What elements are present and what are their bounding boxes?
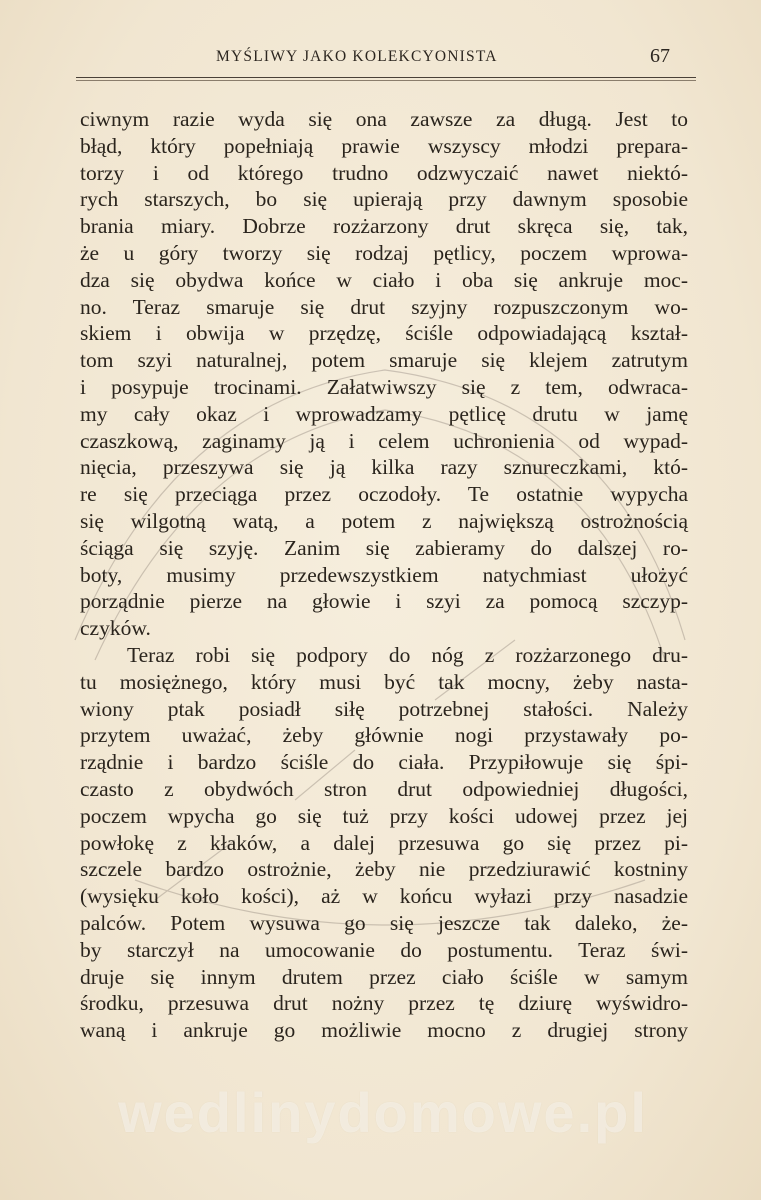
paragraph-start-line: Teraz robi się podpory do nóg z rozżarzonego dru-: [127, 642, 688, 667]
text-line: tu mosiężnego, który musi być tak mocny, żeby nasta-: [80, 669, 688, 694]
text-line: że u góry tworzy się rodzaj pętlicy, poczem wprowa-: [80, 240, 688, 265]
text-line: i posypuje trocinami. Załatwiwszy się z tem, odwraca-: [80, 374, 688, 399]
text-line: się wilgotną watą, a potem z największą ostrożnością: [80, 508, 688, 533]
text-line: my cały okaz i wprowadzamy pętlicę drutu w jamę: [80, 401, 688, 426]
header-rule-thin: [76, 80, 696, 81]
text-line: rych starszych, bo się upierają przy dawnym sposobie: [80, 187, 688, 212]
text-line: powłokę z kłaków, a dalej przesuwa go się przez pi-: [80, 830, 688, 855]
body-text: [80, 106, 688, 1044]
text-line: rządnie i bardzo ściśle do ciała. Przypiłowuje się śpi-: [80, 750, 688, 775]
text-line: boty, musimy przedewszystkiem natychmiast ułożyć: [80, 562, 688, 587]
text-line: porządnie pierze na głowie i szyi za pomocą szczyp-: [80, 589, 688, 614]
text-line: ściąga się szyję. Zanim się zabieramy do dalszej ro-: [80, 535, 688, 560]
text-line: druje się innym drutem przez ciało ściśle w samym: [80, 964, 688, 989]
header-rule: [76, 77, 696, 78]
text-line: szczele bardzo ostrożnie, żeby nie przedziurawić kostniny: [80, 857, 688, 882]
paragraph-end-line: czyków.: [80, 616, 151, 641]
text-line: ciwnym razie wyda się ona zawsze za długą. Jest to: [80, 107, 688, 131]
text-line: tom szyi naturalnej, potem smaruje się klejem zatrutym: [80, 348, 688, 373]
text-line: przytem uważać, żeby głównie nogi przystawały po-: [80, 723, 688, 748]
text-line: nięcia, przeszywa się ją kilka razy sznureczkami, któ-: [80, 455, 688, 480]
text-line: re się przeciąga przez oczodoły. Te ostatnie wypycha: [80, 482, 688, 507]
running-title: MYŚLIWY JAKO KOLEKCYONISTA: [216, 48, 498, 65]
page-number: 67: [650, 45, 670, 67]
text-line: wiony ptak posiadł siłę potrzebnej stałości. Należy: [80, 696, 688, 721]
running-head: [76, 45, 696, 72]
text-line: brania miary. Dobrze rozżarzony drut skręca się, tak,: [80, 214, 688, 239]
watermark: wedlinydomowe.pl: [118, 1081, 648, 1144]
text-line: palców. Potem wysuwa go się jeszcze tak daleko, że-: [80, 910, 688, 935]
text-line: torzy i od którego trudno odzwyczaić nawet niektó-: [80, 160, 688, 185]
text-line: dza się obydwa końce w ciało i oba się ankruje moc-: [80, 267, 688, 292]
text-line: no. Teraz smaruje się drut szyjny rozpuszczonym wo-: [80, 294, 688, 319]
text-line: skiem i obwija w przędzę, ściśle odpowiadającą kształ-: [80, 321, 688, 346]
text-line: waną i ankruje go możliwie mocno z drugiej strony: [80, 1018, 688, 1043]
text-line: czasto z obydwóch stron drut odpowiedniej długości,: [80, 776, 688, 801]
text-line: by starczył na umocowanie do postumentu. Teraz świ-: [80, 937, 688, 962]
text-line: środku, przesuwa drut nożny przez tę dziurę wyświdro-: [80, 991, 688, 1016]
text-line: (wysięku koło kości), aż w końcu wyłazi przy nasadzie: [80, 884, 688, 909]
text-line: poczem wpycha go się tuż przy kości udowej przez jej: [80, 803, 688, 828]
text-line: czaszkową, zaginamy ją i celem uchronienia od wypad-: [80, 428, 688, 453]
text-line: błąd, który popełniają prawie wszyscy młodzi prepara-: [80, 133, 688, 158]
